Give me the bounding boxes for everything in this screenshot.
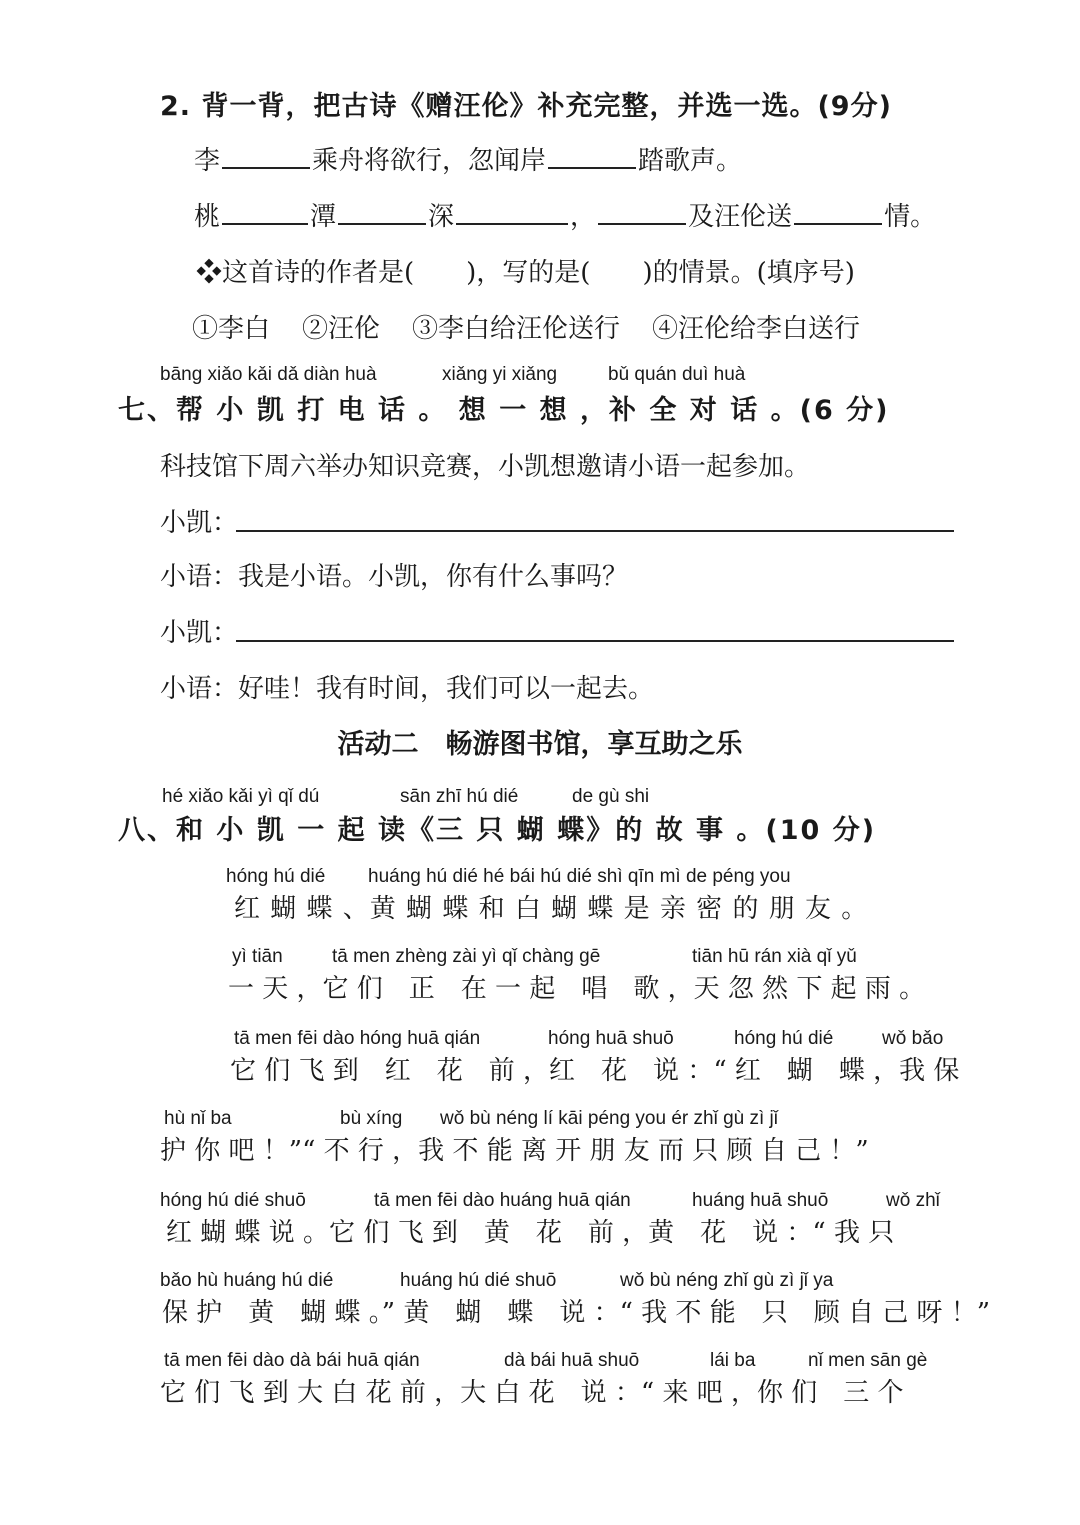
answer-line[interactable] xyxy=(236,640,954,642)
option-3[interactable]: ③李白给汪伦送行 xyxy=(412,314,621,344)
pinyin: bù xíng xyxy=(340,1108,403,1129)
section7-pinyin xyxy=(160,364,960,386)
pinyin: wǒ bù néng lí kāi péng you ér zhǐ gù zì jǐ xyxy=(440,1108,778,1129)
poem-task-title: 2. 背一背，把古诗《赠汪伦》补充完整，并选一选。(9分) xyxy=(160,91,892,122)
pinyin: bāng xiǎo kǎi dǎ diàn huà xyxy=(160,364,377,385)
story-line-5: 红 蝴 蝶 说 。它 们 飞 到 黄 花 前 ，黄 花 说 ：“ 我 只 xyxy=(166,1218,895,1248)
pinyin: dà bái huā shuō xyxy=(504,1350,640,1371)
pinyin: hé xiǎo kǎi yì qǐ dú xyxy=(162,786,320,807)
fill-blank[interactable] xyxy=(598,199,686,225)
story-line-6: 保 护 黄 蝴 蝶 。” 黄 蝴 蝶 说 ：“ 我 不 能 只 顾 自 己 呀 ！” xyxy=(162,1298,991,1328)
poem-text: 情。 xyxy=(884,202,937,232)
answer-line[interactable] xyxy=(236,530,954,532)
story-line-2: 一 天 ，它 们 正 在 一 起 唱 歌 ，天 忽 然 下 起 雨 。 xyxy=(228,974,926,1004)
story-pinyin-5 xyxy=(160,1190,960,1212)
story-pinyin-1 xyxy=(226,866,946,888)
story-pinyin-6 xyxy=(160,1270,960,1292)
section7-intro: 科技馆下周六举办知识竞赛，小凯想邀请小语一起参加。 xyxy=(160,452,811,482)
pinyin: lái ba xyxy=(710,1350,756,1371)
section7-title: 七、帮 小 凯 打 电 话 。 想 一 想 ，补 全 对 话 。(6 分) xyxy=(118,395,890,426)
pinyin: hóng huā shuō xyxy=(548,1028,674,1049)
poem-text: 及汪伦送 xyxy=(688,202,793,232)
pinyin: tā men fēi dào huáng huā qián xyxy=(374,1190,631,1211)
pinyin: hóng hú dié xyxy=(226,866,326,887)
story-pinyin-7 xyxy=(164,1350,964,1372)
fill-blank[interactable] xyxy=(794,199,882,225)
pinyin: de gù shi xyxy=(572,786,650,807)
story-line-7: 它 们 飞 到 大 白 花 前 ，大 白 花 说 ：“ 来 吧 ，你 们 三 个 xyxy=(160,1378,904,1408)
activity2-title: 活动二 畅游图书馆，享互助之乐 xyxy=(337,729,743,760)
pinyin: tā men fēi dào dà bái huā qián xyxy=(164,1350,420,1371)
story-line-3: 它 们 飞 到 红 花 前 ，红 花 说 ：“ 红 蝴 蝶 ，我 保 xyxy=(230,1056,960,1086)
pinyin: wǒ bǎo xyxy=(882,1028,944,1049)
poem-text: 潭 xyxy=(310,202,337,232)
poem-text: 李 xyxy=(194,146,221,176)
fill-blank[interactable] xyxy=(222,143,310,169)
pinyin: bǎo hù huáng hú dié xyxy=(160,1270,334,1291)
pinyin: wǒ zhǐ xyxy=(886,1190,940,1211)
poem-text: 乘舟将欲行，忽闻岸 xyxy=(312,146,547,176)
poem-text: 深 xyxy=(428,202,455,232)
dialogue-xiaoyu-2: 小语：好哇！我有时间，我们可以一起去。 xyxy=(160,674,655,704)
fill-blank[interactable] xyxy=(222,199,308,225)
poem-text: 踏歌声。 xyxy=(638,146,743,176)
section8-pinyin xyxy=(160,786,960,808)
question-text: )的情景。(填序号) xyxy=(642,258,855,288)
story-pinyin-2 xyxy=(232,946,952,968)
question-text: )，写的是( xyxy=(466,258,591,288)
pinyin: sān zhī hú dié xyxy=(400,786,519,807)
pinyin: huáng hú dié hé bái hú dié shì qīn mì de péng you xyxy=(368,866,791,887)
dialogue-xiaoyu-1: 小语：我是小语。小凯，你有什么事吗？ xyxy=(160,562,629,592)
pinyin: huáng huā shuō xyxy=(692,1190,829,1211)
pinyin: bǔ quán duì huà xyxy=(608,364,746,385)
poem-options xyxy=(192,308,892,345)
pinyin: tā men fēi dào hóng huā qián xyxy=(234,1028,481,1049)
pinyin: hóng hú dié shuō xyxy=(160,1190,306,1211)
poem-line-2 xyxy=(194,196,936,233)
section8-title: 八、和 小 凯 一 起 读《三 只 蝴 蝶》的 故 事 。(10 分) xyxy=(118,815,877,846)
fill-blank[interactable] xyxy=(338,199,426,225)
pinyin: xiǎng yi xiǎng xyxy=(442,364,558,385)
pinyin: tā men zhèng zài yì qǐ chàng gē xyxy=(332,946,601,967)
option-2[interactable]: ②汪伦 xyxy=(302,314,381,344)
poem-line-1 xyxy=(194,140,742,177)
pinyin: nǐ men sān gè xyxy=(808,1350,928,1371)
poem-text: 桃 xyxy=(194,202,221,232)
story-line-4: 护 你 吧 ！”“ 不 行 ，我 不 能 离 开 朋 友 而 只 顾 自 己 ！” xyxy=(160,1136,869,1166)
pinyin: hù nǐ ba xyxy=(164,1108,232,1129)
fill-blank[interactable] xyxy=(548,143,636,169)
fill-blank[interactable] xyxy=(456,199,568,225)
story-line-1: 红 蝴 蝶 、黄 蝴 蝶 和 白 蝴 蝶 是 亲 密 的 朋 友 。 xyxy=(234,894,869,924)
poem-question xyxy=(196,252,855,289)
poem-text: ， xyxy=(570,202,597,232)
pinyin: yì tiān xyxy=(232,946,283,967)
story-pinyin-4 xyxy=(164,1108,964,1130)
pinyin: hóng hú dié xyxy=(734,1028,834,1049)
option-4[interactable]: ④汪伦给李白送行 xyxy=(652,314,861,344)
story-pinyin-3 xyxy=(234,1028,954,1050)
pinyin: wǒ bù néng zhǐ gù zì jǐ ya xyxy=(620,1270,834,1291)
option-1[interactable]: ①李白 xyxy=(192,314,271,344)
question-text: ❖这首诗的作者是( xyxy=(196,258,415,288)
pinyin: tiān hū rán xià qǐ yǔ xyxy=(692,946,857,967)
pinyin: huáng hú dié shuō xyxy=(400,1270,557,1291)
dialogue-xiaokai-1: 小凯： xyxy=(160,508,239,538)
dialogue-xiaokai-2: 小凯： xyxy=(160,618,239,648)
